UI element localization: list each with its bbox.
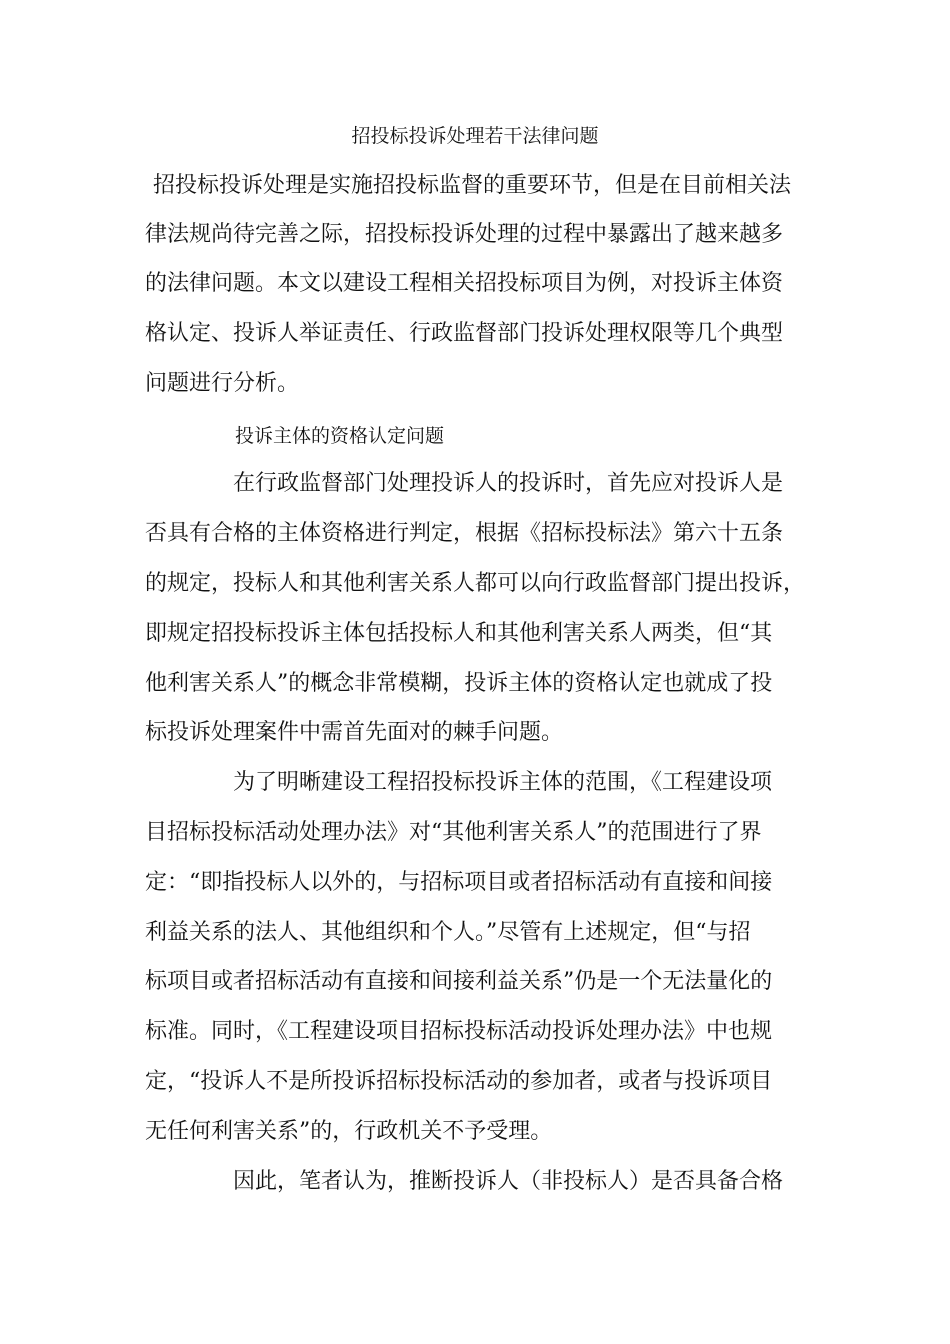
paragraph-line: 否具有合格的主体资格进行判定，根据《招标投标法》第六十五条 [145,521,784,546]
intro-line: 问题进行分析。 [145,371,300,396]
intro-line: 招投标投诉处理是实施招投标监督的重要环节，但是在目前相关法 [153,173,792,198]
paragraph-line: 为了明晰建设工程招投标投诉主体的范围，《工程建设项 [233,770,773,795]
intro-line: 的法律问题。本文以建设工程相关招投标项目为例，对投诉主体资 [145,271,784,296]
paragraph-line: 因此，笔者认为，推断投诉人（非投标人）是否具备合格 [233,1169,784,1194]
paragraph-line: 标投诉处理案件中需首先面对的棘手问题。 [145,720,564,745]
paragraph-line: 标准。同时，《工程建设项目招标投标活动投诉处理办法》中也规 [145,1019,773,1044]
paragraph-line: 的规定，投标人和其他利害关系人都可以向行政监督部门提出投诉， [145,571,806,596]
paragraph-line: 利益关系的法人、其他组织和个人。”尽管有上述规定，但“与招 [145,920,751,945]
paragraph-line: 目招标投标活动处理办法》对“其他利害关系人”的范围进行了界 [145,820,762,845]
paragraph-line: 定，“投诉人不是所投诉招标投标活动的参加者，或者与投诉项目 [145,1069,773,1094]
paragraph-line: 无任何利害关系”的，行政机关不予受理。 [145,1119,553,1144]
paragraph-line: 在行政监督部门处理投诉人的投诉时，首先应对投诉人是 [233,471,784,496]
paragraph-line: 即规定招投标投诉主体包括投标人和其他利害关系人两类，但“其 [145,621,773,646]
intro-line: 格认定、投诉人举证责任、行政监督部门投诉处理权限等几个典型 [145,321,784,346]
intro-line: 律法规尚待完善之际，招投标投诉处理的过程中暴露出了越来越多 [145,222,784,247]
paragraph-line: 标项目或者招标活动有直接和间接利益关系”仍是一个无法量化的 [145,969,773,994]
document-title: 招投标投诉处理若干法律问题 [351,125,599,147]
section-heading: 投诉主体的资格认定问题 [235,425,445,447]
paragraph-line: 他利害关系人”的概念非常模糊，投诉主体的资格认定也就成了投 [145,671,773,696]
paragraph-line: 定：“即指投标人以外的，与招标项目或者招标活动有直接和间接 [145,870,773,895]
